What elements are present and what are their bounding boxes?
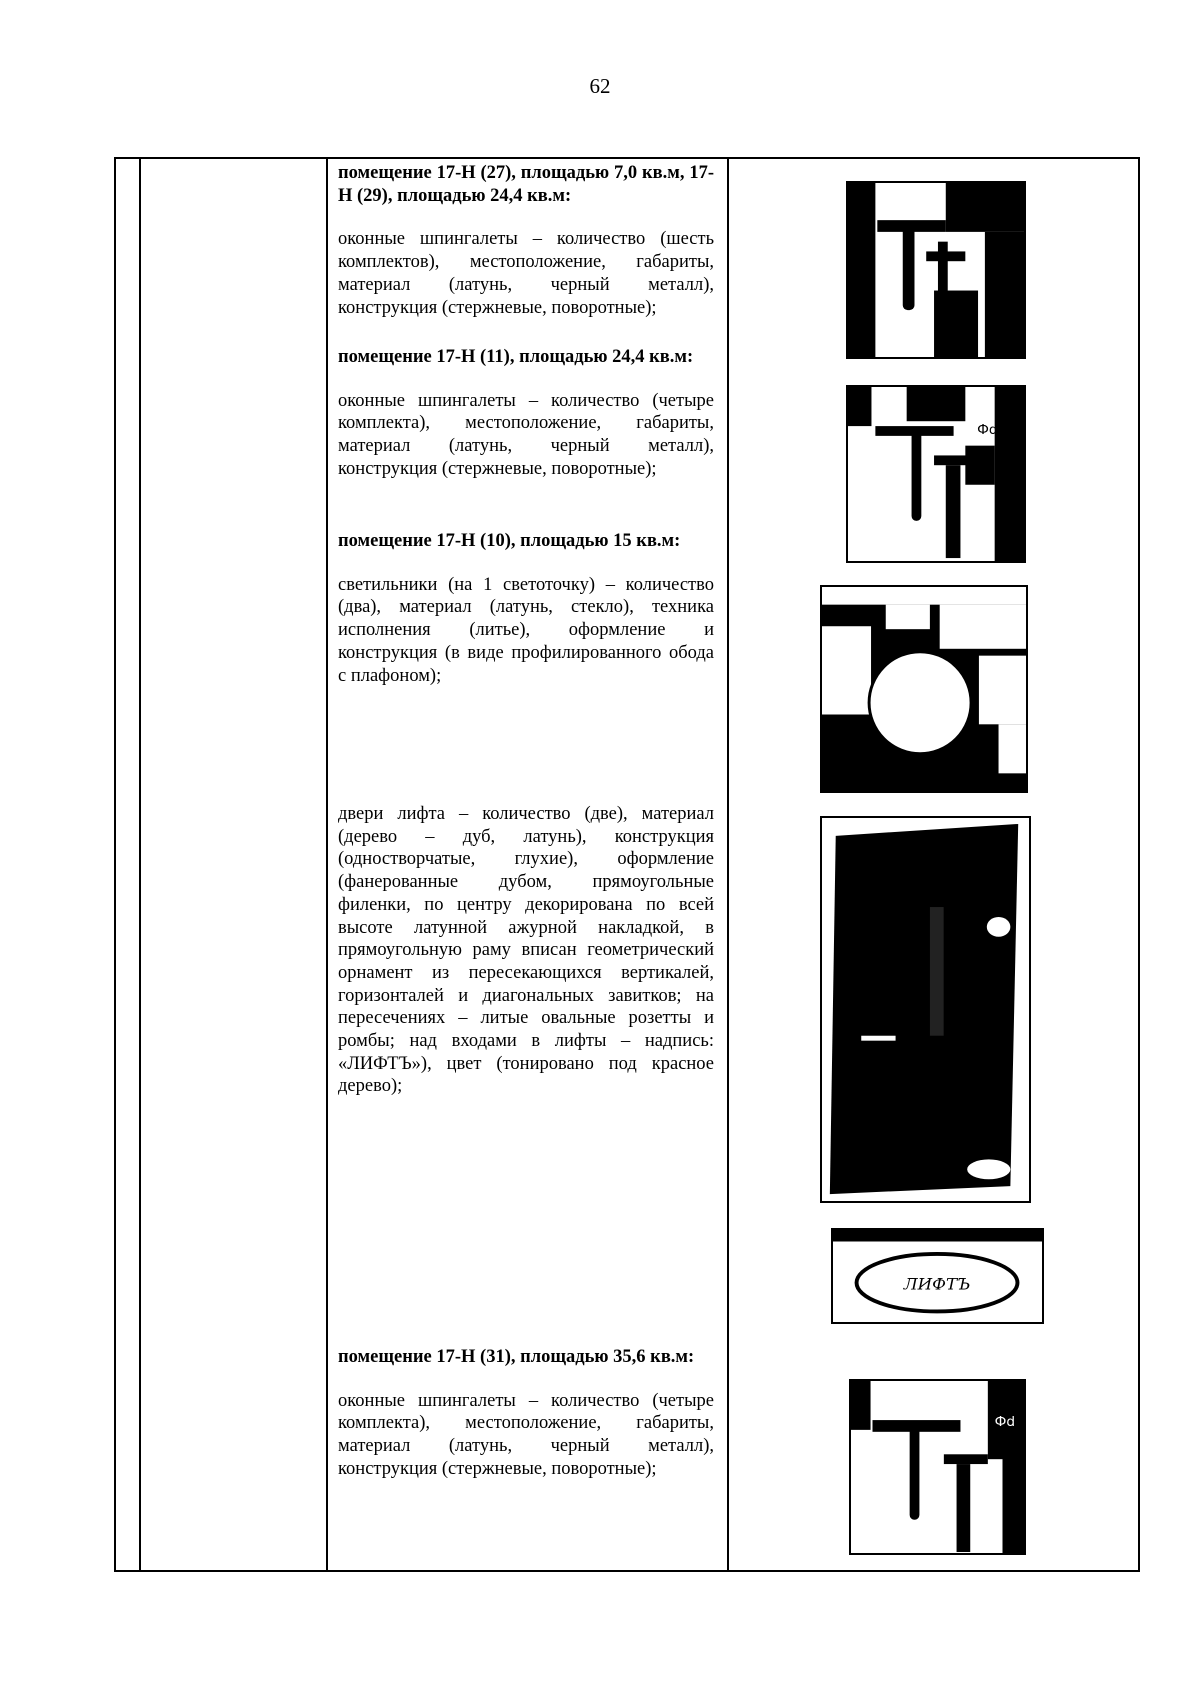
section-1: [338, 162, 714, 319]
section-body: оконные шпингалеты – количество (шесть комплектов), местоположение, габариты, материал (латунь, черный металл), конструкция (стержневые, поворотные);: [338, 229, 714, 318]
section-heading: помещение 17-Н (27), площадью 7,0 кв.м, 17-Н (29), площадью 24,4 кв.м:: [338, 163, 714, 206]
section-2: [338, 346, 714, 481]
section-body: светильники (на 1 светоточку) – количество (два), материал (латунь, стекло), техника исполнения (литье), оформление и конструкция (в виде профилированного обода с плафоном);: [338, 574, 714, 686]
section-body: оконные шпингалеты – количество (четыре комплекта), местоположение, габариты, материал (латунь, черный металл), конструкция (стержневые, поворотные);: [338, 1390, 714, 1479]
window-latch-photo-3: [849, 1379, 1026, 1555]
section-5: [338, 1346, 714, 1481]
latch-mark-text: Фd: [994, 1413, 1016, 1430]
latch-mark-text: Фd: [977, 421, 998, 438]
window-latch-photo-2: [846, 385, 1026, 563]
section-3: [338, 530, 714, 687]
section-heading: помещение 17-Н (31), площадью 35,6 кв.м:: [338, 1347, 695, 1367]
section-body: двери лифта – количество (две), материал (дерево – дуб, латунь), конструкция (одностворчатые, глухие), оформление (фанерованные дубом, прямоугольные филенки, по центру декорирована по всей высоте латунной ажурной накладкой, в прямоугольную раму вписан геометрический орнамент из пересекающихся вертикалей, горизонталей и диагональных завитков; на пересечениях – литые овальные розетты и ромбы; над входами в лифты – надпись: «ЛИФТЪ»), цвет (тонировано под красное дерево);: [338, 804, 714, 1097]
section-4: [338, 803, 714, 1098]
window-latch-photo-1: [846, 181, 1026, 359]
page-number: 62: [589, 74, 611, 98]
column-divider: [139, 157, 141, 1572]
lift-sign-text: ЛИФТЪ: [903, 1274, 971, 1294]
section-heading: помещение 17-Н (11), площадью 24,4 кв.м:: [338, 347, 694, 367]
column-divider: [326, 157, 328, 1572]
lift-door-photo: [820, 816, 1031, 1203]
section-body: оконные шпингалеты – количество (четыре комплекта), местоположение, габариты, материал (латунь, черный металл), конструкция (стержневые, поворотные);: [338, 390, 714, 479]
ceiling-light-photo: [820, 585, 1028, 793]
lift-sign-photo: [831, 1228, 1044, 1324]
column-divider: [727, 157, 729, 1572]
section-heading: помещение 17-Н (10), площадью 15 кв.м:: [338, 531, 681, 551]
